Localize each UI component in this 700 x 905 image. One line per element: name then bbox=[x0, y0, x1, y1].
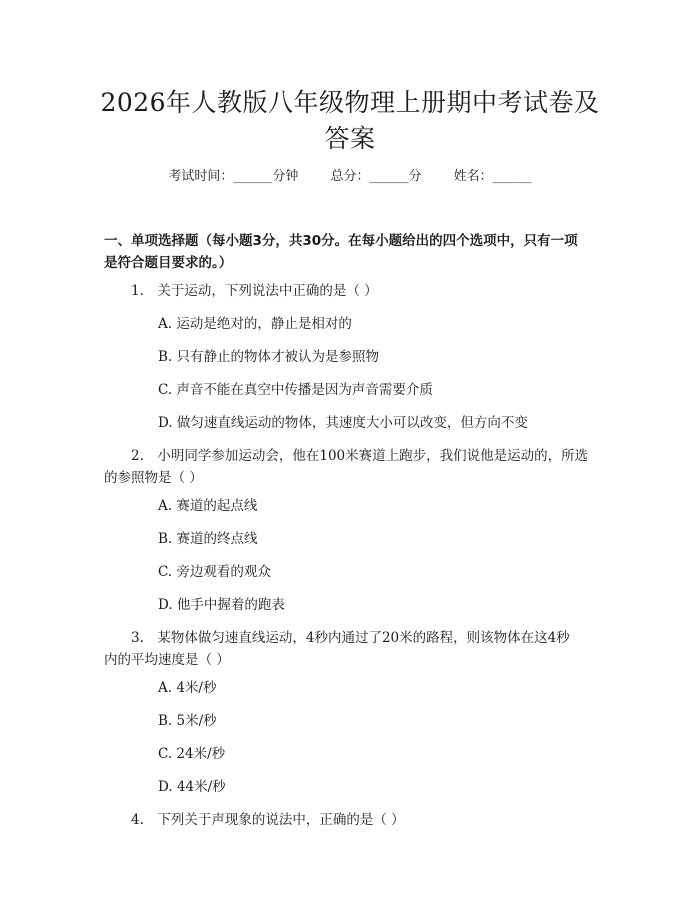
page-title: 2026年人教版八年级物理上册期中考试卷及 bbox=[100, 88, 600, 117]
question-2-option-a: A. 赛道的起点线 bbox=[158, 498, 258, 514]
question-1: 1. 关于运动，下列说法中正确的是（ ） bbox=[131, 283, 378, 299]
question-3-option-c: C. 24米/秒 bbox=[158, 746, 226, 762]
question-3: 3. 某物体做匀速直线运动，4秒内通过了20米的路程，则该物体在这4秒 bbox=[131, 630, 570, 646]
question-1-option-a: A. 运动是绝对的，静止是相对的 bbox=[158, 316, 352, 332]
question-2-option-d: D. 他手中握着的跑表 bbox=[158, 597, 285, 613]
page-title-continued: 答案 bbox=[324, 124, 376, 153]
question-2: 2. 小明同学参加运动会，他在100米赛道上跑步，我们说他是运动的，所选 bbox=[131, 448, 589, 464]
question-1-option-b: B. 只有静止的物体才被认为是参照物 bbox=[158, 349, 380, 365]
exam-name: 姓名：______ bbox=[453, 169, 532, 184]
question-2-option-b: B. 赛道的终点线 bbox=[158, 531, 258, 547]
exam-meta bbox=[0, 166, 700, 188]
question-3-option-a: A. 4米/秒 bbox=[158, 680, 217, 696]
question-2-option-c: C. 旁边观看的观众 bbox=[158, 564, 271, 580]
question-1-option-d: D. 做匀速直线运动的物体，其速度大小可以改变，但方向不变 bbox=[158, 415, 528, 431]
exam-score: 总分：______分 bbox=[330, 169, 422, 184]
question-3-continued: 内的平均速度是（ ） bbox=[104, 652, 230, 668]
exam-time: 考试时间：______分钟 bbox=[168, 169, 299, 184]
question-4: 4. 下列关于声现象的说法中，正确的是（ ） bbox=[131, 812, 405, 828]
question-1-option-c: C. 声音不能在真空中传播是因为声音需要介质 bbox=[158, 382, 433, 398]
section-heading: 一、单项选择题（每小题3分，共30分。在每小题给出的四个选项中，只有一项 bbox=[104, 233, 578, 249]
question-3-option-b: B. 5米/秒 bbox=[158, 713, 217, 729]
question-2-continued: 的参照物是（ ） bbox=[104, 470, 203, 486]
section-heading-continued: 是符合题目要求的。） bbox=[104, 255, 233, 271]
question-3-option-d: D. 44米/秒 bbox=[158, 779, 226, 795]
